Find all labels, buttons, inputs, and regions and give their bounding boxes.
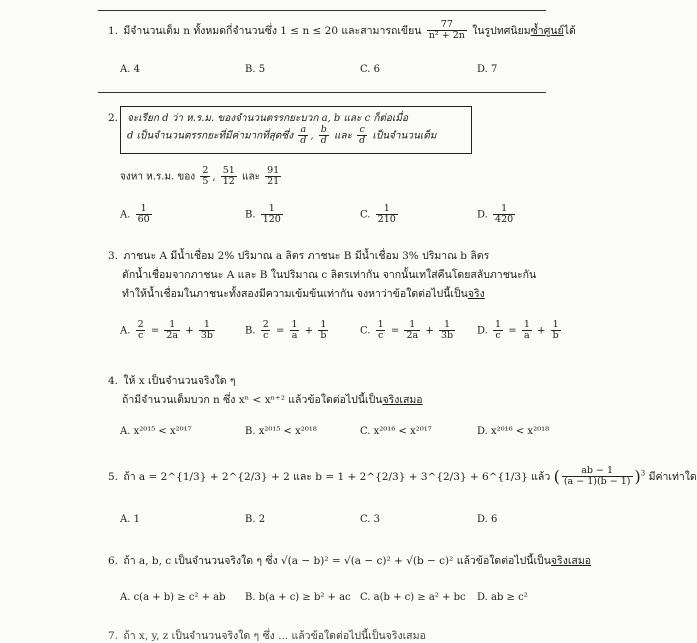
option-a: A. 4 — [120, 64, 140, 75]
option-b: B. x²⁰¹⁵ < x²⁰¹⁸ — [245, 426, 317, 437]
option-b: B. 2 — [245, 514, 266, 525]
definition-box — [120, 106, 472, 154]
divider — [98, 92, 546, 93]
question-2-ask: จงหา ห.ร.ม. ของ $\frac{2}{5}$ , $\frac{51}{12}$ และ $\frac{91}{21}$ — [120, 165, 280, 188]
option-b: B. 5 — [245, 64, 266, 75]
option-c: C. $\frac{1}{210}$ — [360, 203, 396, 226]
option-d: D. ab ≥ c² — [477, 592, 528, 603]
definition-line-1: จะเรียก d ว่า ห.ร.ม. ของจำนวนตรรกยะบวก a, b และ c ก็ต่อเมื่อ — [127, 113, 408, 124]
option-d: D. $\frac{1}{c}$ = $\frac{1}{a}$ + $\frac{1}{b}$ — [477, 319, 559, 342]
option-d: D. 7 — [477, 64, 498, 75]
question-7: 7. ถ้า x, y, z เป็นจำนวนจริงใด ๆ ซึ่ง ... แล้วข้อใดต่อไปนี้เป็นจริงเสมอ — [108, 630, 426, 642]
option-b: B. $\frac{1}{120}$ — [245, 203, 281, 226]
underlined-text: จริงเสมอ — [382, 394, 423, 407]
underlined-text: ซ้ำศูนย์ — [530, 24, 564, 37]
option-b: B. b(a + c) ≥ b² + ac — [245, 592, 351, 603]
option-b: B. $\frac{2}{c}$ = $\frac{1}{a}$ + $\frac{1}{b}$ — [245, 319, 327, 342]
question-6: 6. ถ้า a, b, c เป็นจำนวนจริงใด ๆ ซึ่ง √(a − b)² = √(a − c)² + √(b − c)² แล้วข้อใดต่อไปนี้เป็นจริงเสมอ — [108, 555, 592, 567]
fraction: $\frac{77}{\text{n² + 2n}}$ — [428, 19, 465, 42]
option-a: A. 1 — [120, 514, 140, 525]
option-c: C. a(b + c) ≥ a² + bc — [360, 592, 466, 603]
option-c: C. 6 — [360, 64, 381, 75]
question-2-number: 2. — [108, 112, 119, 124]
option-d: D. $\frac{1}{420}$ — [477, 203, 514, 226]
question-1-text: 1. มีจำนวนเต็ม n ทั้งหมดกี่จำนวนซึ่ง 1 ≤ n ≤ 20 และสามารถเขียน $\frac{77}{\text{n² + 2n}}$ ในรูปทศนิยมซ้ำศูนย์ได้ — [108, 19, 576, 42]
option-a: A. $\frac{1}{60}$ — [120, 203, 150, 226]
option-c: C. x²⁰¹⁶ < x²⁰¹⁷ — [360, 426, 432, 437]
underlined-text: จริงเสมอ — [550, 555, 592, 567]
question-3: 3. ภาชนะ A มีน้ำเชื่อม 2% ปริมาณ a ลิตร ภาชนะ B มีน้ำเชื่อม 3% ปริมาณ b ลิตร ตักน้ำเชื่อมจากภาชนะ A และ B ในปริมาณ c ลิตรเท่ากัน จากนั้นเทใส่คืนโดยสลับภาชนะกัน ทำให้น้ำเชื่อมในภาชนะทั้งสองมีความเข้มข้นเท่ากัน จงหาว่าข้อใดต่อไปนี้เป็นจริง — [108, 250, 537, 301]
option-d: D. 6 — [477, 514, 498, 525]
question-5: 5. ถ้า a = 2^{1/3} + 2^{2/3} + 2 และ b = 1 + 2^{2/3} + 3^{2/3} + 6^{1/3} แล้ว ( $\frac{ab - 1}{(a - 1)(b - 1)}$ )$^3$ มีค่าเท่าใด — [108, 465, 697, 488]
option-c: C. $\frac{1}{c}$ = $\frac{1}{2a}$ + $\frac{1}{3b}$ — [360, 319, 454, 342]
underlined-text: จริง — [467, 288, 485, 301]
option-a: A. $\frac{2}{c}$ = $\frac{1}{2a}$ + $\frac{1}{3b}$ — [120, 319, 213, 342]
option-a: A. x²⁰¹⁵ < x²⁰¹⁷ — [120, 426, 192, 437]
question-4: 4. ให้ x เป็นจำนวนจริงใด ๆ ถ้ามีจำนวนเต็มบวก n ซึ่ง xⁿ < xⁿ⁺² แล้วข้อใดต่อไปนี้เป็นจริงเสมอ — [108, 375, 423, 407]
option-a: A. c(a + b) ≥ c² + ab — [120, 592, 226, 603]
divider — [98, 10, 546, 11]
question-1 — [108, 19, 576, 42]
definition-line-2: d เป็นจำนวนตรรกยะที่มีค่ามากที่สุดซึ่ง $\frac{a}{d}$ , $\frac{b}{d}$ และ $\frac{c}{d}$ เป็นจำนวนเต็ม — [127, 124, 437, 147]
option-c: C. 3 — [360, 514, 381, 525]
option-d: D. x²⁰¹⁶ < x²⁰¹⁸ — [477, 426, 550, 437]
